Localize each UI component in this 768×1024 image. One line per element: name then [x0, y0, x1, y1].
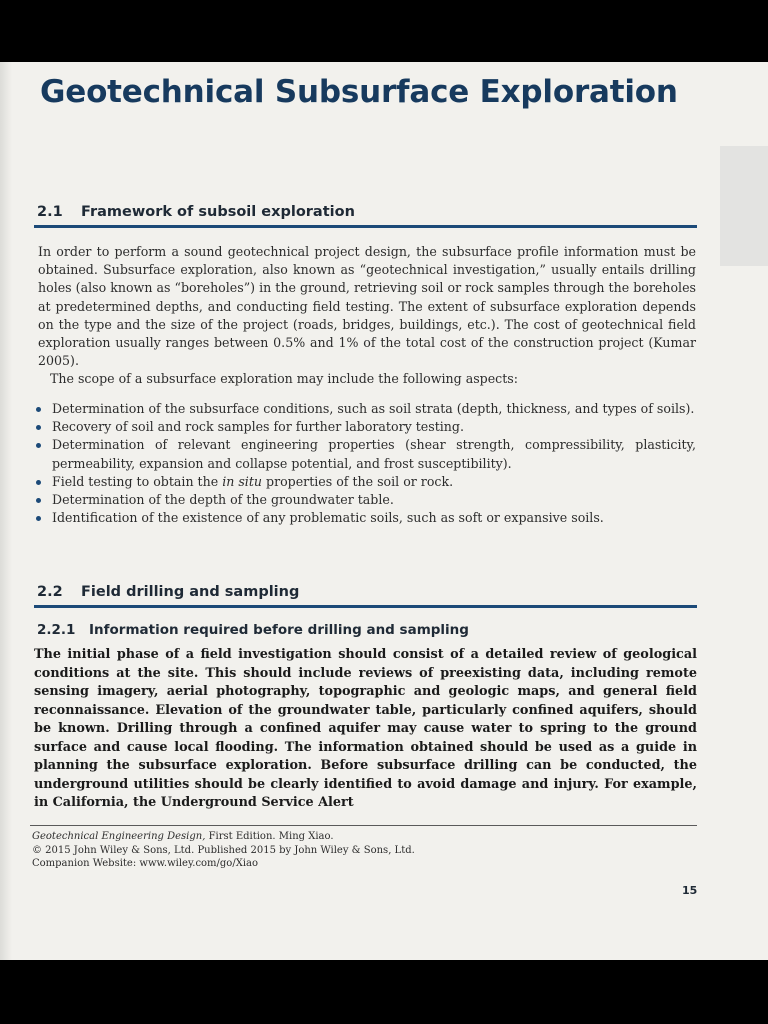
section-2-1-paragraph-1: In order to perform a sound geotechnical project design, the subsurface profile information must be obtained. Subsurface exploration, also known as “geotechnical investigation,” usually entails drilling holes (also known as “boreholes”) in the ground, retrieving soil or rock samples through the boreholes at predetermined depths, and conducting field testing. The extent of subsurface exploration depends on the type and the size of the project (roads, bridges, buildings, etc.). The cost of geotechnical field exploration usually ranges between 0.5% and 1% of the total cost of the construction project (Kumar 2005).: [38, 244, 696, 369]
footnote-rule: [30, 825, 697, 826]
bullet-item: Determination of relevant engineering properties (shear strength, compressibility, plasticity, permeability, expansion and collapse potential, and frost susceptibility).: [36, 436, 696, 472]
footnote-book-line: Geotechnical Engineering Design, First Edition. Ming Xiao.: [32, 831, 334, 842]
section-2-1-heading: [37, 204, 697, 220]
bullet-item: Recovery of soil and rock samples for further laboratory testing.: [36, 418, 696, 436]
bullet-dot-icon: [36, 407, 41, 412]
footnote-copyright-line: © 2015 John Wiley & Sons, Ltd. Published 2015 by John Wiley & Sons, Ltd.: [32, 844, 415, 856]
section-2-2-heading: [37, 584, 697, 600]
subsection-2-2-1-title: Information required before drilling and sampling: [89, 622, 469, 638]
book-page: [0, 62, 768, 960]
bullet-dot-icon: [36, 480, 41, 485]
bullet-item: Field testing to obtain the in situ properties of the soil or rock.: [36, 473, 696, 491]
section-2-2-rule: [34, 605, 697, 608]
section-2-1-rule: [34, 225, 697, 228]
bullet-item: Determination of the subsurface conditions, such as soil strata (depth, thickness, and types of soils).: [36, 400, 696, 418]
copyright-footnote: [32, 830, 415, 871]
page-shadow: [720, 146, 768, 266]
bullet-item: Determination of the depth of the groundwater table.: [36, 491, 696, 509]
subsection-2-2-1-number: 2.2.1: [37, 622, 76, 638]
bullet-dot-icon: [36, 498, 41, 503]
bullet-dot-icon: [36, 443, 41, 448]
section-2-1-number: 2.1: [37, 204, 63, 220]
section-2-2-title: Field drilling and sampling: [81, 584, 300, 600]
bullet-item: Identification of the existence of any problematic soils, such as soft or expansive soils.: [36, 509, 696, 527]
scope-bullet-list: [36, 400, 696, 527]
section-2-1-paragraph-2: The scope of a subsurface exploration may include the following aspects:: [50, 371, 519, 386]
page-binding-edge: [0, 62, 12, 960]
section-2-2-number: 2.2: [37, 584, 63, 600]
chapter-title: Geotechnical Subsurface Exploration: [40, 74, 678, 110]
footnote-website-line: Companion Website: www.wiley.com/go/Xiao: [32, 858, 259, 869]
subsection-2-2-1-heading: [37, 622, 469, 638]
bullet-dot-icon: [36, 516, 41, 521]
bullet-dot-icon: [36, 425, 41, 430]
subsection-2-2-1-paragraph: The initial phase of a field investigation should consist of a detailed review of geological conditions at the site. This should include reviews of preexisting data, including remote sensing imagery, aerial photography, topographic and geologic maps, and general field reconnaissance. Elevation of the groundwater table, particularly confined aquifers, should be known. Drilling through a confined aquifer may cause water to spring to the ground surface and cause local flooding. The information obtained should be used as a guide in planning the subsurface exploration. Before subsurface drilling can be conducted, the underground utilities should be clearly identified to avoid damage and injury. For example, in California, the Underground Service Alert: [34, 647, 697, 810]
page-number: 15: [682, 884, 698, 897]
section-2-1-title: Framework of subsoil exploration: [81, 204, 355, 220]
